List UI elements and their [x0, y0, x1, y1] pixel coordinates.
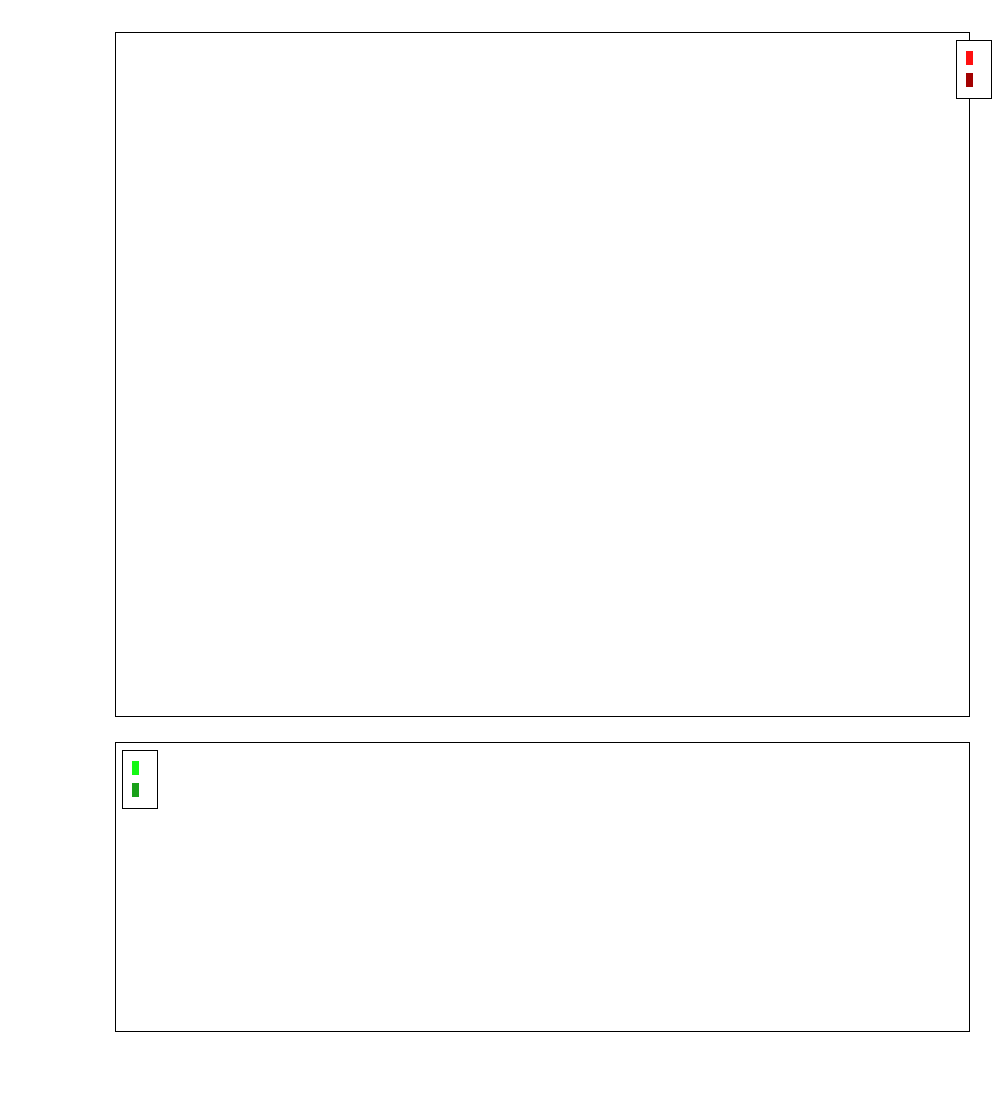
legend-item: [966, 69, 982, 91]
legend-swatch-participation: [966, 51, 973, 65]
legend-item: [132, 757, 148, 779]
legend-item: [132, 779, 148, 801]
legend-item: [966, 47, 982, 69]
legend-swatch-nucleation: [966, 73, 973, 87]
legend-incremental-rate: [956, 40, 992, 99]
legend-swatch-utilized-ruptures: [132, 783, 139, 797]
legend-swatch-available-ruptures: [132, 761, 139, 775]
bars-rupture-count: [116, 743, 969, 1031]
incremental-rate-plot: [115, 32, 970, 717]
bars-incremental-rate: [116, 33, 969, 716]
legend-rupture-count: [122, 750, 158, 809]
rupture-count-plot: [115, 742, 970, 1032]
